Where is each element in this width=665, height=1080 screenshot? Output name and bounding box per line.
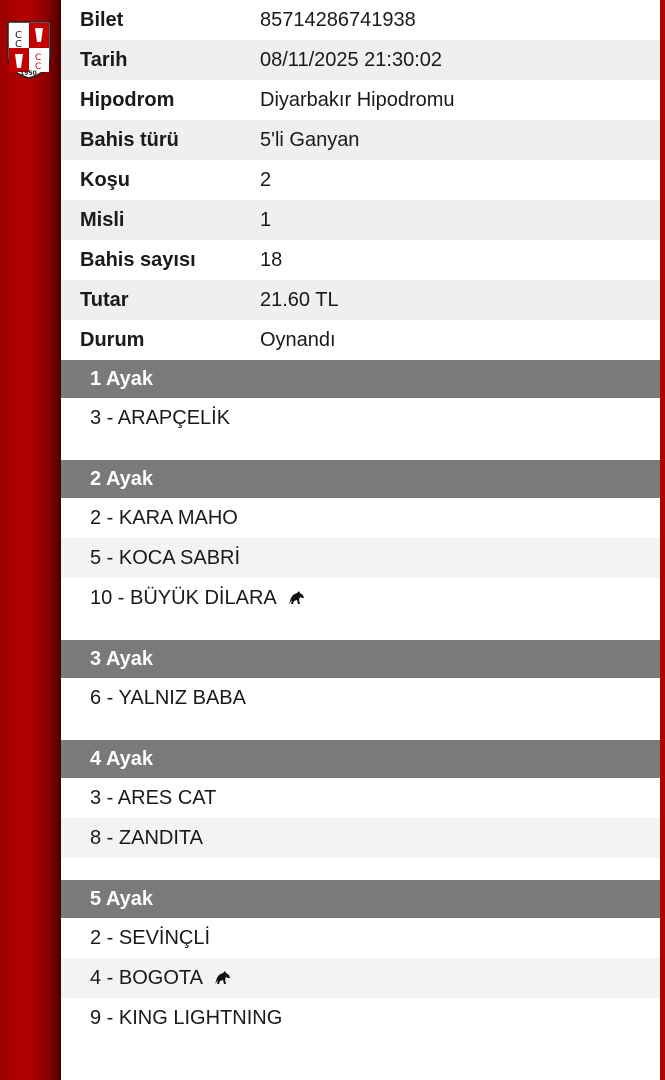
sidebar	[0, 0, 61, 1080]
info-label: Bahis türü	[80, 128, 179, 151]
info-row	[61, 80, 660, 120]
right-border	[660, 0, 665, 1080]
horse-row	[61, 498, 660, 538]
svg-text:C: C	[15, 30, 22, 41]
info-label: Durum	[80, 328, 145, 351]
horse-name: 3 - ARES CAT	[90, 786, 217, 809]
info-value: 21.60 TL	[260, 288, 339, 311]
horse-row	[61, 578, 660, 618]
info-label: Bilet	[80, 8, 124, 31]
info-row	[61, 200, 660, 240]
horse-row	[61, 678, 660, 718]
info-row	[61, 40, 660, 80]
horse-name: 6 - YALNIZ BABA	[90, 686, 246, 709]
horse-name: 2 - KARA MAHO	[90, 506, 238, 529]
info-label: Tarih	[80, 48, 128, 71]
ticket-detail	[61, 0, 660, 1080]
horse-name: 10 - BÜYÜK DİLARA	[90, 586, 277, 609]
info-value: Diyarbakır Hipodromu	[260, 88, 455, 111]
horse-row	[61, 998, 660, 1038]
info-row	[61, 320, 660, 360]
horse-row	[61, 398, 660, 438]
info-value: 18	[260, 248, 283, 271]
horse-row	[61, 918, 660, 958]
horse-name: 2 - SEVİNÇLİ	[90, 926, 211, 949]
horse-name: 3 - ARAPÇELİK	[90, 406, 231, 429]
leg-header: 3 Ayak	[61, 640, 660, 678]
ticket-info-table	[61, 0, 660, 360]
leg-header: 1 Ayak	[61, 360, 660, 398]
info-value: Oynandı	[260, 328, 336, 351]
horse-row	[61, 818, 660, 858]
info-label: Bahis sayısı	[80, 248, 196, 271]
leg-spacer	[61, 618, 660, 640]
horse-name: 4 - BOGOTA	[90, 966, 203, 989]
horse-row	[61, 538, 660, 578]
info-label: Misli	[80, 208, 125, 231]
horse-icon	[213, 971, 231, 985]
leg-header: 5 Ayak	[61, 880, 660, 918]
leg-spacer	[61, 718, 660, 740]
info-row	[61, 0, 660, 40]
leg-header: 4 Ayak	[61, 740, 660, 778]
svg-text:C: C	[15, 39, 22, 50]
horse-icon	[287, 591, 305, 605]
horse-row	[61, 958, 660, 998]
info-row	[61, 240, 660, 280]
info-row	[61, 280, 660, 320]
legs-list	[61, 360, 660, 1060]
horse-name: 5 - KOCA SABRİ	[90, 546, 241, 569]
info-row	[61, 120, 660, 160]
svg-text:C: C	[35, 53, 42, 63]
info-value: 1	[260, 208, 272, 231]
horse-name: 9 - KING LIGHTNING	[90, 1006, 283, 1029]
club-logo	[5, 20, 53, 80]
info-label: Hipodrom	[80, 88, 175, 111]
horse-name: 8 - ZANDITA	[90, 826, 203, 849]
info-row	[61, 160, 660, 200]
svg-text:1950: 1950	[20, 70, 37, 77]
info-label: Koşu	[80, 168, 130, 191]
info-value: 2	[260, 168, 272, 191]
leg-spacer	[61, 858, 660, 880]
svg-text:C: C	[35, 62, 42, 72]
leg-spacer	[61, 438, 660, 460]
leg-spacer	[61, 1038, 660, 1060]
horse-row	[61, 778, 660, 818]
info-value: 85714286741938	[260, 8, 416, 31]
info-label: Tutar	[80, 288, 129, 311]
info-value: 08/11/2025 21:30:02	[260, 48, 443, 71]
info-value: 5'li Ganyan	[260, 128, 360, 151]
leg-header: 2 Ayak	[61, 460, 660, 498]
